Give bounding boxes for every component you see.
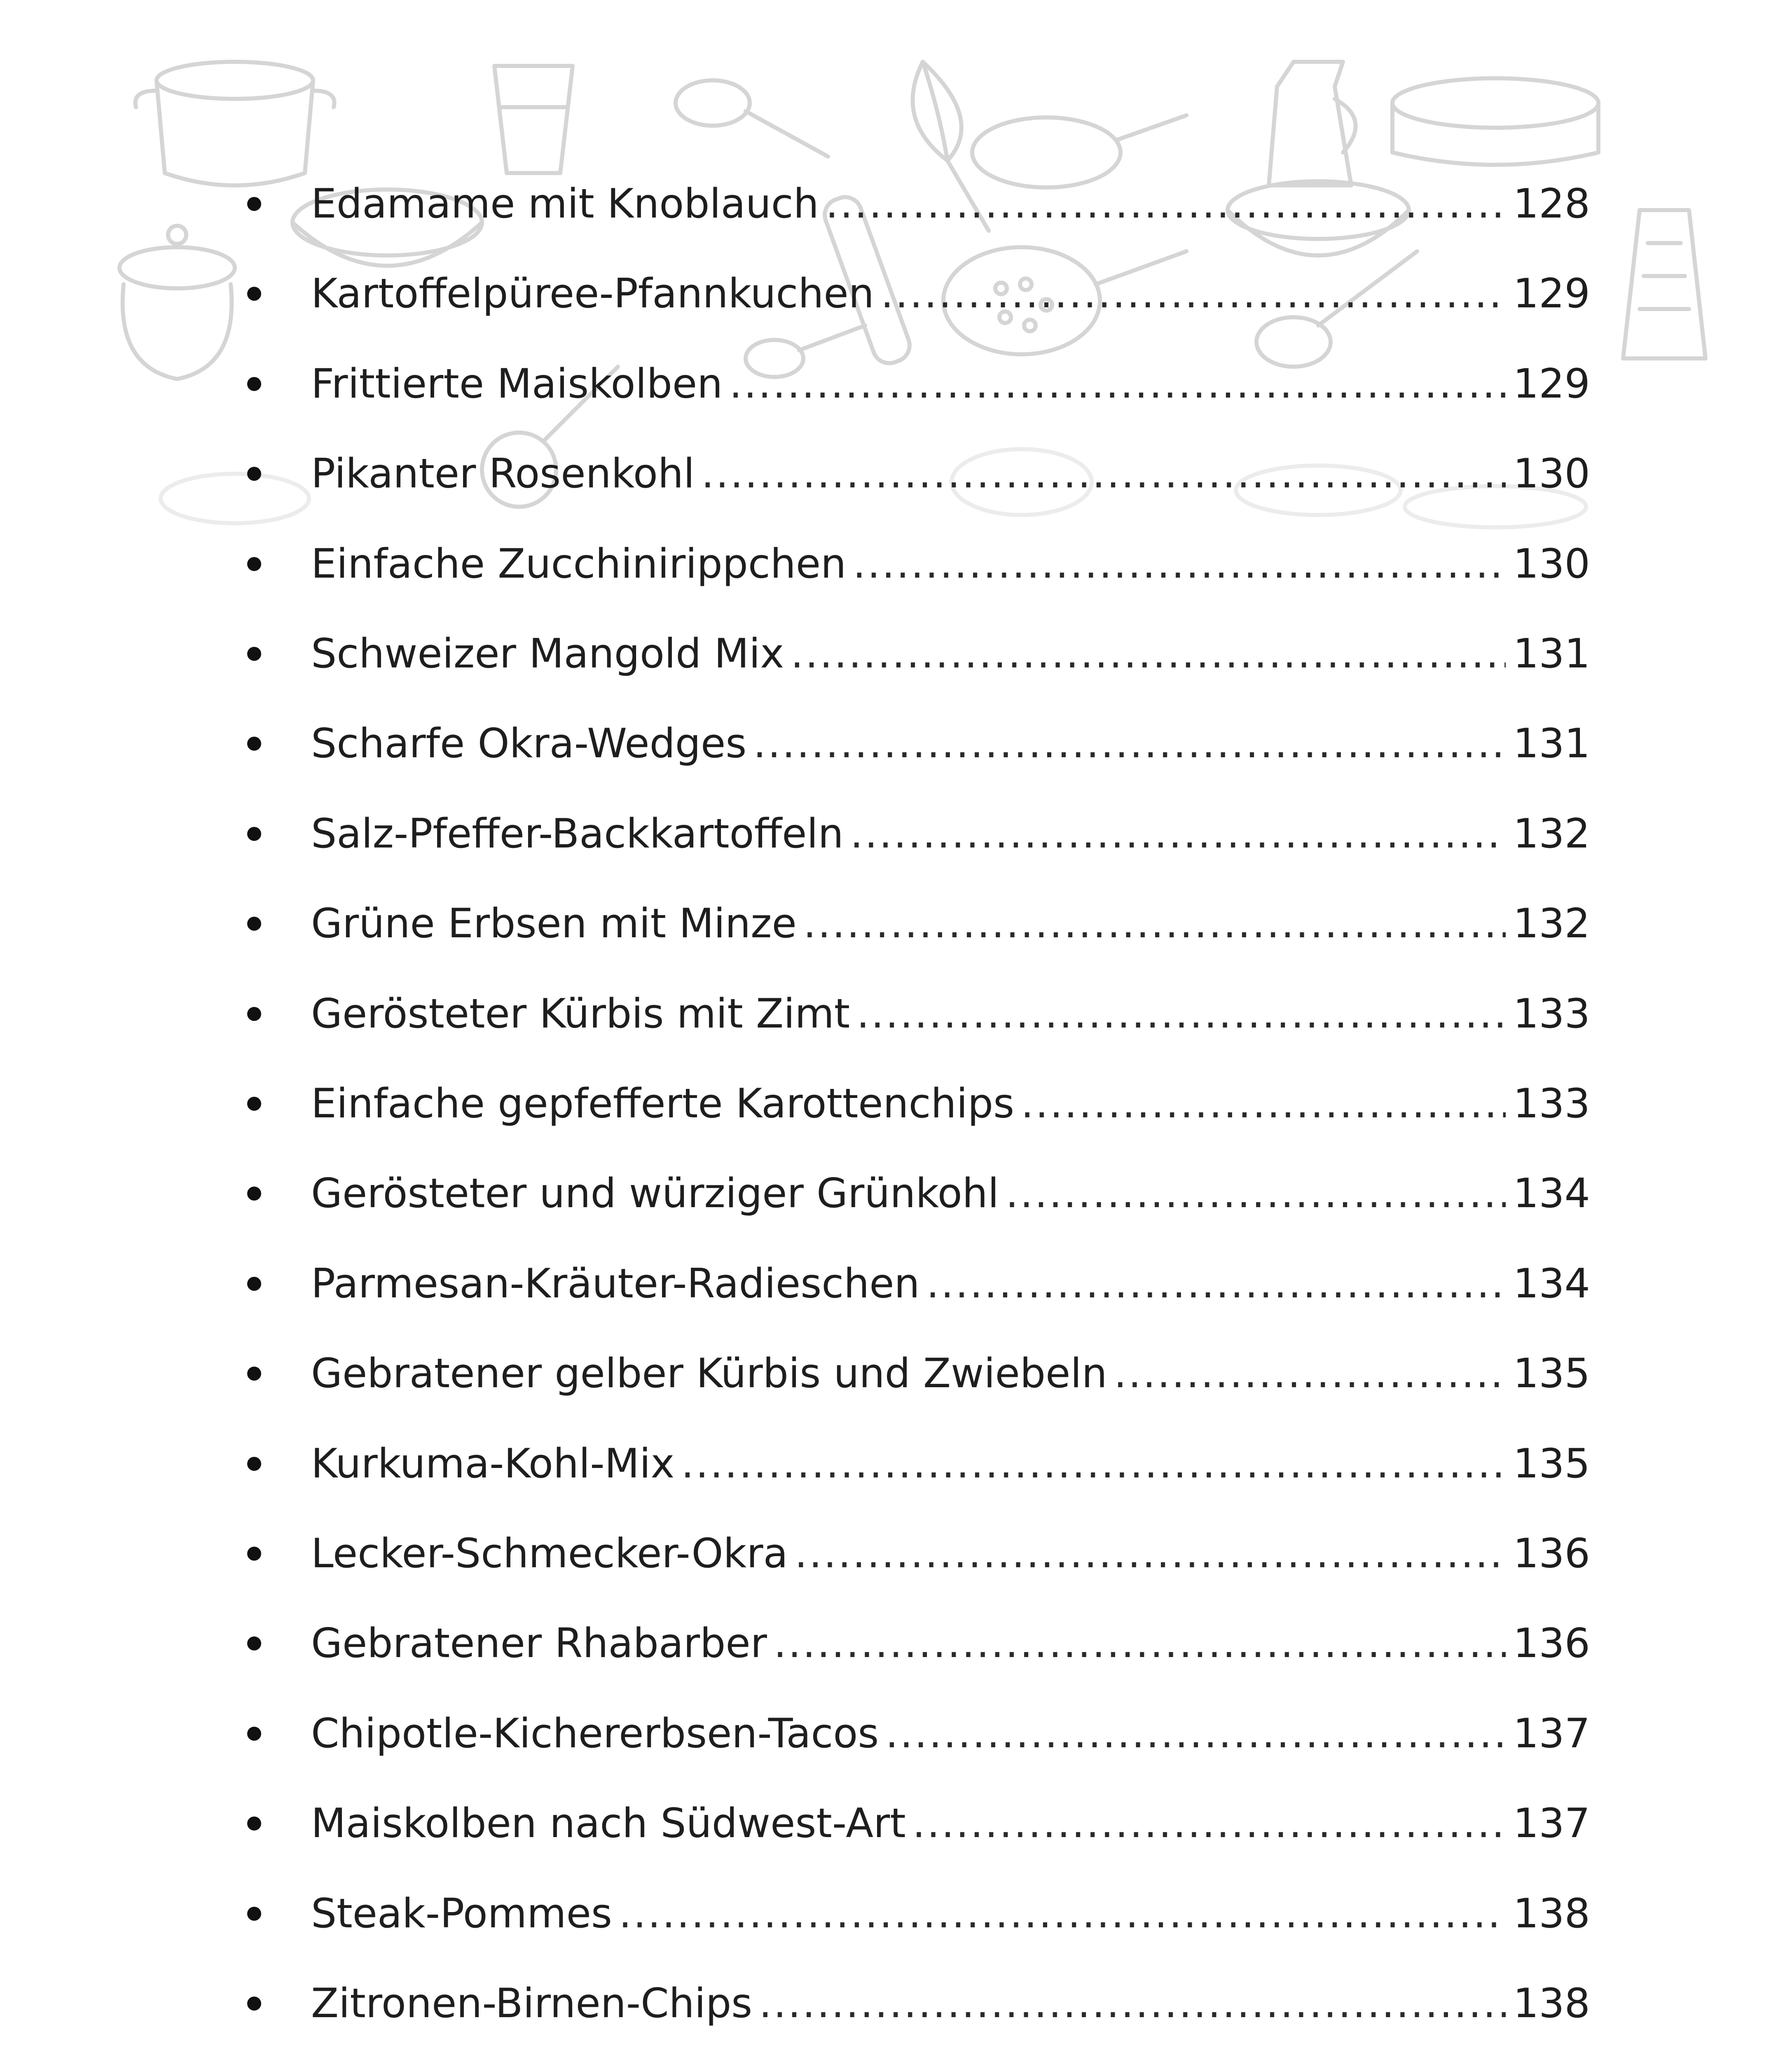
toc-entry-title: Salz-Pfeffer-Backkartoffeln (311, 810, 844, 857)
toc-page-number: 135 (1513, 1350, 1590, 1397)
toc-entry-line (311, 1971, 1590, 2037)
toc-page-number: 138 (1513, 1890, 1590, 1937)
toc-entry-line (311, 351, 1590, 417)
toc-entry-title: Gebratener Rhabarber (311, 1620, 767, 1667)
toc-entry-title: Zitronen-Birnen-Chips (311, 1980, 753, 2027)
bullet-icon (247, 1007, 261, 1021)
dot-leader (885, 1710, 1506, 1757)
dot-leader (926, 1260, 1506, 1307)
toc-entry[interactable] (247, 1431, 1590, 1497)
toc-entry-line (311, 1161, 1590, 1227)
bullet-icon (247, 737, 261, 751)
toc-page-number: 138 (1513, 1980, 1590, 2027)
toc-entry[interactable] (247, 1791, 1590, 1856)
toc-page-number: 136 (1513, 1620, 1590, 1667)
toc-entry-title: Einfache Zucchinirippchen (311, 541, 847, 588)
dot-leader (681, 1440, 1506, 1487)
toc-page-number: 137 (1513, 1710, 1590, 1757)
toc-page-number: 130 (1513, 450, 1590, 497)
toc-entry-line (311, 621, 1590, 687)
toc-entry-line (311, 441, 1590, 507)
toc-entry-title: Steak-Pommes (311, 1890, 612, 1937)
toc-entry-title: Einfache gepfefferte Karottenchips (311, 1080, 1015, 1127)
cake-pan-icon (1392, 78, 1598, 165)
dot-leader (791, 630, 1506, 677)
toc-page-number: 130 (1513, 541, 1590, 588)
toc-entry[interactable] (247, 1161, 1590, 1227)
toc-page-number: 134 (1513, 1170, 1590, 1217)
toc-entry-title: Schweizer Mangold Mix (311, 630, 784, 677)
dot-leader (759, 1980, 1506, 2027)
toc-entry[interactable] (247, 1251, 1590, 1317)
toc-entry-line (311, 1251, 1590, 1317)
bullet-icon (247, 1817, 261, 1831)
toc-entry-line (311, 981, 1590, 1047)
bullet-icon (247, 1997, 261, 2011)
toc-entry[interactable] (247, 801, 1590, 867)
dot-leader (912, 1800, 1506, 1847)
jug-icon (1269, 62, 1356, 185)
toc-entry[interactable] (247, 1071, 1590, 1137)
toc-entry[interactable] (247, 531, 1590, 597)
dot-leader (729, 360, 1506, 407)
glass-icon (494, 66, 573, 173)
toc-entry[interactable] (247, 891, 1590, 957)
bullet-icon (247, 1636, 261, 1650)
dot-leader (881, 270, 1506, 317)
toc-entry-line (311, 1341, 1590, 1407)
toc-entry-line (311, 891, 1590, 957)
bullet-icon (247, 1187, 261, 1201)
toc-page-number: 135 (1513, 1440, 1590, 1487)
dot-leader (619, 1890, 1506, 1937)
toc-entry[interactable] (247, 1971, 1590, 2037)
bullet-icon (247, 1457, 261, 1471)
toc-page-number: 132 (1513, 900, 1590, 947)
bullet-icon (247, 1547, 261, 1561)
toc-page-number: 133 (1513, 990, 1590, 1037)
dot-leader (856, 990, 1506, 1037)
lidded-pot-icon (119, 226, 235, 379)
toc-entry-line (311, 171, 1590, 237)
bullet-icon (247, 287, 261, 301)
bullet-icon (247, 1277, 261, 1291)
bullet-icon (247, 1727, 261, 1741)
dot-leader (795, 1530, 1506, 1577)
bullet-icon (247, 197, 261, 211)
toc-page-number: 131 (1513, 630, 1590, 677)
toc-entry-line (311, 1071, 1590, 1137)
grater-icon (1623, 210, 1705, 358)
toc-entry-title: Grüne Erbsen mit Minze (311, 900, 797, 947)
toc-entry-title: Kurkuma-Kohl-Mix (311, 1440, 675, 1487)
toc-entry[interactable] (247, 351, 1590, 417)
toc-entry-title: Maiskolben nach Südwest-Art (311, 1800, 906, 1847)
toc-page-number: 131 (1513, 720, 1590, 767)
toc-page-number: 129 (1513, 270, 1590, 317)
bullet-icon (247, 1907, 261, 1921)
bullet-icon (247, 557, 261, 571)
toc-entry[interactable] (247, 261, 1590, 327)
toc-entry[interactable] (247, 171, 1590, 237)
toc-entry[interactable] (247, 1521, 1590, 1587)
toc-entry[interactable] (247, 711, 1590, 777)
toc-entry-line (311, 801, 1590, 867)
toc-page-number: 137 (1513, 1800, 1590, 1847)
toc-entry-title: Edamame mit Knoblauch (311, 180, 819, 227)
dot-leader (1006, 1170, 1506, 1217)
toc-entry-line (311, 1791, 1590, 1856)
toc-page-number: 133 (1513, 1080, 1590, 1127)
dot-leader (1114, 1350, 1506, 1397)
toc-entry[interactable] (247, 1341, 1590, 1407)
dot-leader (853, 541, 1506, 588)
toc-entry-title: Chipotle-Kichererbsen-Tacos (311, 1710, 879, 1757)
bullet-icon (247, 647, 261, 661)
toc-entry-title: Gerösteter und würziger Grünkohl (311, 1170, 999, 1217)
toc-entry-line (311, 1521, 1590, 1587)
bullet-icon (247, 917, 261, 931)
toc-page-number: 134 (1513, 1260, 1590, 1307)
dot-leader (826, 180, 1506, 227)
toc-entry-line (311, 1611, 1590, 1676)
toc-entry-line (311, 261, 1590, 327)
toc-entry[interactable] (247, 981, 1590, 1047)
toc-entry-title: Frittierte Maiskolben (311, 360, 723, 407)
toc-entry-title: Kartoffelpüree-Pfannkuchen (311, 270, 874, 317)
toc-entry[interactable] (247, 1611, 1590, 1676)
bullet-icon (247, 467, 261, 481)
toc-entry-title: Gebratener gelber Kürbis und Zwiebeln (311, 1350, 1107, 1397)
bullet-icon (247, 1097, 261, 1111)
spoon-icon (676, 80, 828, 157)
toc-entry-title: Pikanter Rosenkohl (311, 450, 695, 497)
toc-entry-title: Scharfe Okra-Wedges (311, 720, 747, 767)
toc-entry-line (311, 1881, 1590, 1947)
toc-entry-title: Parmesan-Kräuter-Radieschen (311, 1260, 920, 1307)
toc-page-number: 129 (1513, 360, 1590, 407)
dot-leader (701, 450, 1506, 497)
toc-entry-line (311, 1431, 1590, 1497)
toc-page-number: 128 (1513, 180, 1590, 227)
toc-page-number: 136 (1513, 1530, 1590, 1577)
toc-entry-title: Lecker-Schmecker-Okra (311, 1530, 788, 1577)
dot-leader (1021, 1080, 1506, 1127)
toc-entry-line (311, 531, 1590, 597)
toc-entry-line (311, 1701, 1590, 1767)
dot-leader (850, 810, 1506, 857)
toc-entry[interactable] (247, 621, 1590, 687)
toc-entry[interactable] (247, 1701, 1590, 1767)
toc-entry[interactable] (247, 441, 1590, 507)
dot-leader (753, 720, 1506, 767)
dot-leader (774, 1620, 1506, 1667)
pot-icon (136, 62, 335, 185)
bullet-icon (247, 377, 261, 391)
dot-leader (803, 900, 1506, 947)
toc-entry[interactable] (247, 1881, 1590, 1947)
bullet-icon (247, 1367, 261, 1381)
toc-entry-line (311, 711, 1590, 777)
bullet-icon (247, 827, 261, 841)
toc-page-number: 132 (1513, 810, 1590, 857)
toc-entry-title: Gerösteter Kürbis mit Zimt (311, 990, 850, 1037)
